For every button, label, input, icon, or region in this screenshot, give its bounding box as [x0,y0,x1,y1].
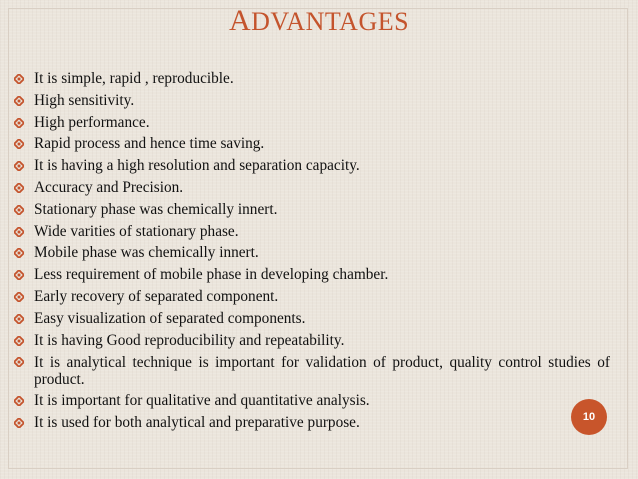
list-item [10,330,610,352]
list-item-text: It is having Good reproducibility and repeatability. [34,331,345,349]
diamond-bullet-icon [14,183,24,193]
diamond-bullet-icon [14,205,24,215]
list-item [10,286,610,308]
list-item [10,412,610,434]
list-item-text: Accuracy and Precision. [34,178,184,196]
list-item-text: Mobile phase was chemically innert. [34,244,259,262]
list-item [10,155,610,177]
diamond-bullet-icon [14,248,24,258]
diamond-bullet-icon [14,418,24,428]
diamond-bullet-icon [14,357,24,367]
list-item-text: Early recovery of separated component. [34,287,279,305]
list-item-text: High performance. [34,113,150,131]
slide-title [0,6,638,37]
list-item [10,90,610,112]
list-item [10,390,610,412]
slide-title-first-letter: A [228,4,252,37]
list-item-text: It is simple, rapid , reproducible. [34,70,234,87]
list-item [10,221,610,243]
list-item-text: Rapid process and hence time saving. [34,135,265,153]
diamond-bullet-icon [14,96,24,106]
list-item-text: It is used for both analytical and preparative purpose. [34,414,360,432]
diamond-bullet-icon [14,396,24,406]
diamond-bullet-icon [14,161,24,171]
list-item [10,177,610,199]
diamond-bullet-icon [14,270,24,280]
list-item-text: It is important for qualitative and quantitative analysis. [34,392,370,410]
diamond-bullet-icon [14,74,24,84]
advantages-list [10,68,610,434]
diamond-bullet-icon [14,227,24,237]
list-item [10,68,610,90]
list-item-text: Easy visualization of separated components. [34,309,306,327]
list-item [10,308,610,330]
diamond-bullet-icon [14,118,24,128]
diamond-bullet-icon [14,336,24,346]
diamond-bullet-icon [14,139,24,149]
list-item-text: It is having a high resolution and separation capacity. [34,157,360,175]
list-item-text: Stationary phase was chemically innert. [34,200,278,218]
diamond-bullet-icon [14,314,24,324]
list-item [10,264,610,286]
list-item [10,133,610,155]
diamond-bullet-icon [14,292,24,302]
list-item-text: Less requirement of mobile phase in developing chamber. [34,266,389,284]
list-item-text: It is analytical technique is important for validation of product, quality control studies of product. [34,354,610,389]
list-item [10,199,610,221]
list-item [10,242,610,264]
list-item [10,351,610,390]
slide-title-rest: DVANTAGES [251,7,410,36]
list-item-text: High sensitivity. [34,91,135,109]
list-item [10,112,610,134]
page-number-badge [571,399,607,435]
page-number: 10 [582,411,596,423]
list-item-text: Wide varities of stationary phase. [34,222,239,240]
